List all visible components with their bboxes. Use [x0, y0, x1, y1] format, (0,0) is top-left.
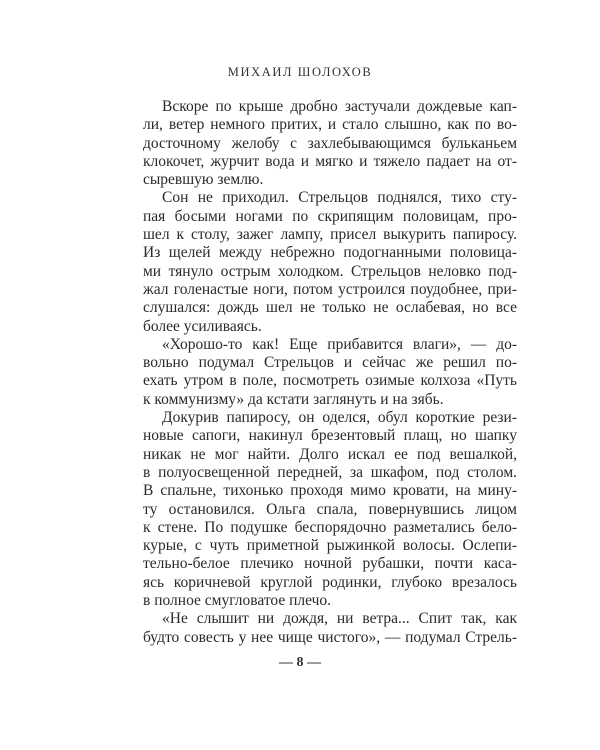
- text-line: слушался: дождь шел не только не ослабевая, но все: [143, 299, 517, 317]
- page-number: — 8 —: [279, 655, 321, 670]
- text-line: более усиливаясь.: [143, 317, 262, 335]
- text-line: жал голенастые ноги, потом устроился поудобнее, при-: [143, 280, 517, 298]
- text-line: клокочет, журчит вода и мягко и тяжело падает на от-: [143, 152, 517, 170]
- text-line: ту остановился. Ольга спала, повернувшись лицом: [143, 500, 517, 518]
- text-line: новые сапоги, накинул брезентовый плащ, но шапку: [143, 427, 517, 445]
- text-line: пая босыми ногами по скрипящим половицам, про-: [143, 207, 517, 225]
- text-line: В спальне, тихонько проходя мимо кровати, на мину-: [143, 482, 517, 500]
- text-line: «Хорошо-то как! Еще прибавится влаги», — до-: [162, 335, 517, 353]
- text-line: тельно-белое плечико ночной рубашки, почти каса-: [143, 555, 517, 573]
- text-line: досточному желобу с захлебывающимся бульканьем: [143, 134, 517, 152]
- body-text: [143, 98, 517, 647]
- text-line: в полуосвещенной передней, за шкафом, под столом.: [143, 463, 517, 481]
- text-line: Докурив папиросу, он оделся, обул короткие рези-: [162, 409, 517, 427]
- text-line: ми тянуло острым холодком. Стрельцов неловко под-: [143, 262, 517, 280]
- running-header-author: МИХАИЛ ШОЛОХОВ: [227, 65, 373, 79]
- text-line: вольно подумал Стрельцов и сейчас же решил по-: [143, 354, 517, 372]
- text-line: будто совесть у нее чище чистого», — подумал Стрель-: [143, 628, 517, 646]
- text-line: Из щелей между небрежно подогнанными половица-: [143, 244, 517, 262]
- text-line: Вскоре по крыше дробно застучали дождевые кап-: [162, 98, 517, 115]
- text-line: к коммунизму» да кстати заглянуть и на зябь.: [143, 390, 444, 408]
- text-line: в полное смугловатое плечо.: [143, 592, 332, 610]
- text-line: к стене. По подушке беспорядочно разметались бело-: [143, 518, 517, 536]
- text-line: сыревшую землю.: [143, 171, 264, 189]
- text-line: ехать утром в поле, посмотреть озимые колхоза «Путь: [143, 372, 517, 390]
- text-line: Сон не приходил. Стрельцов поднялся, тихо сту-: [162, 189, 517, 207]
- text-line: шел к столу, зажег лампу, присел выкурить папиросу.: [143, 226, 517, 244]
- text-line: ясь коричневой круглой родинки, глубоко врезалось: [143, 573, 517, 591]
- text-line: «Не слышит ни дождя, ни ветра... Спит так, как: [162, 610, 517, 628]
- text-line: ли, ветер немного притих, и стало слышно, как по во-: [143, 116, 517, 134]
- text-line: никак не мог найти. Долго искал ее под вешалкой,: [143, 445, 517, 463]
- text-line: курые, с чуть приметной рыжинкой волосы. Ослепи-: [143, 537, 517, 555]
